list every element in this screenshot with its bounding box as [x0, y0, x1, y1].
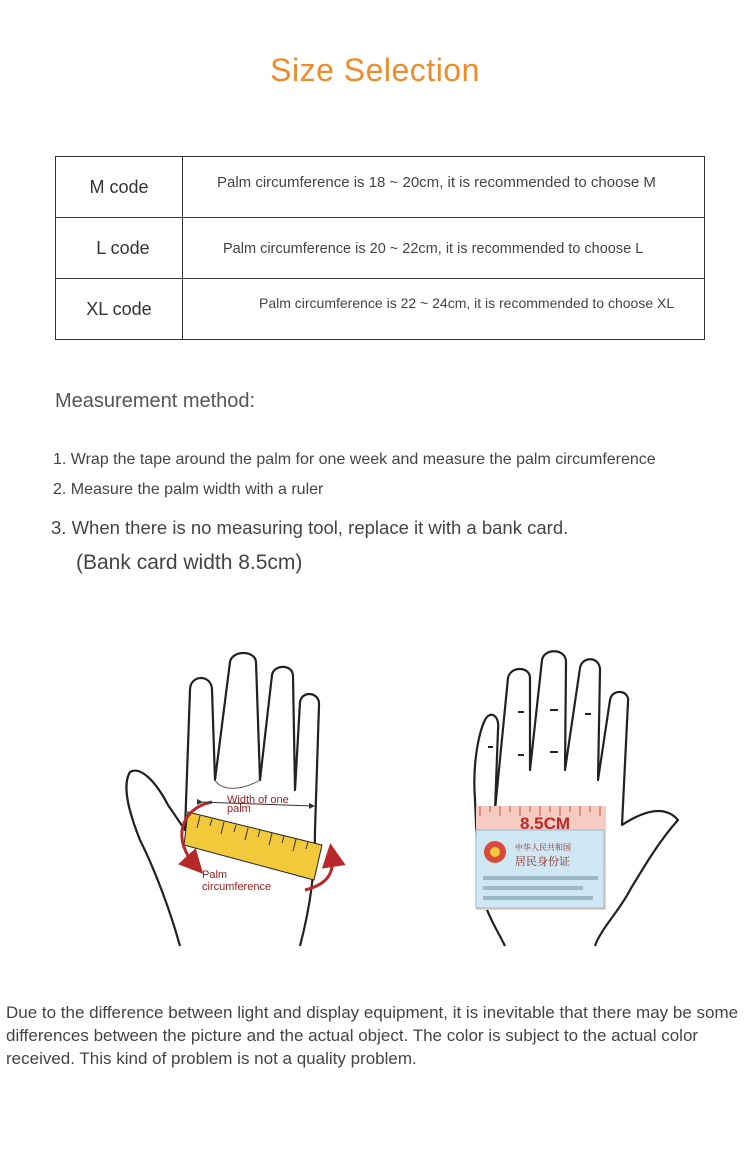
size-row-l — [56, 218, 705, 279]
page-title: Size Selection — [270, 52, 480, 88]
width-label-line1: Width of one — [227, 794, 289, 806]
hand-measurement-illustration — [100, 640, 720, 960]
card-title-line2: 居民身份证 — [515, 855, 570, 868]
size-description: Palm circumference is 22 ~ 24cm, it is recommended to choose XL — [259, 294, 675, 311]
size-code: L code — [96, 237, 150, 258]
measurement-step-3: 3. When there is no measuring tool, replace it with a bank card. — [51, 517, 569, 538]
width-label-line2: palm — [227, 803, 251, 815]
size-code: XL code — [86, 298, 152, 319]
circumference-label-line2: circumference — [202, 881, 272, 893]
size-table — [55, 156, 705, 340]
card-width-label: 8.5CM — [520, 814, 571, 833]
disclaimer-note: Due to the difference between light and display equipment, it is inevitable that there may be some differences between the picture and the actual object. The color is subject to the actual color received. This kind of problem is not a quality problem. — [6, 1003, 739, 1068]
measurement-step-1: 1. Wrap the tape around the palm for one week and measure the palm circumference — [53, 451, 656, 468]
measurement-heading: Measurement method: — [55, 390, 256, 412]
size-row-xl — [56, 279, 705, 340]
circumference-label-line1: Palm — [202, 869, 228, 881]
size-row-m — [56, 157, 705, 218]
card-title-line1: 中华人民共和国 — [515, 843, 571, 852]
size-code: M code — [89, 176, 149, 197]
bank-card-note: (Bank card width 8.5cm) — [76, 551, 303, 574]
size-description: Palm circumference is 20 ~ 22cm, it is recommended to choose L — [223, 240, 644, 257]
measurement-step-2: 2. Measure the palm width with a ruler — [53, 481, 324, 498]
left-hand-drawing — [126, 653, 319, 946]
size-description: Palm circumference is 18 ~ 20cm, it is recommended to choose M — [217, 173, 656, 191]
